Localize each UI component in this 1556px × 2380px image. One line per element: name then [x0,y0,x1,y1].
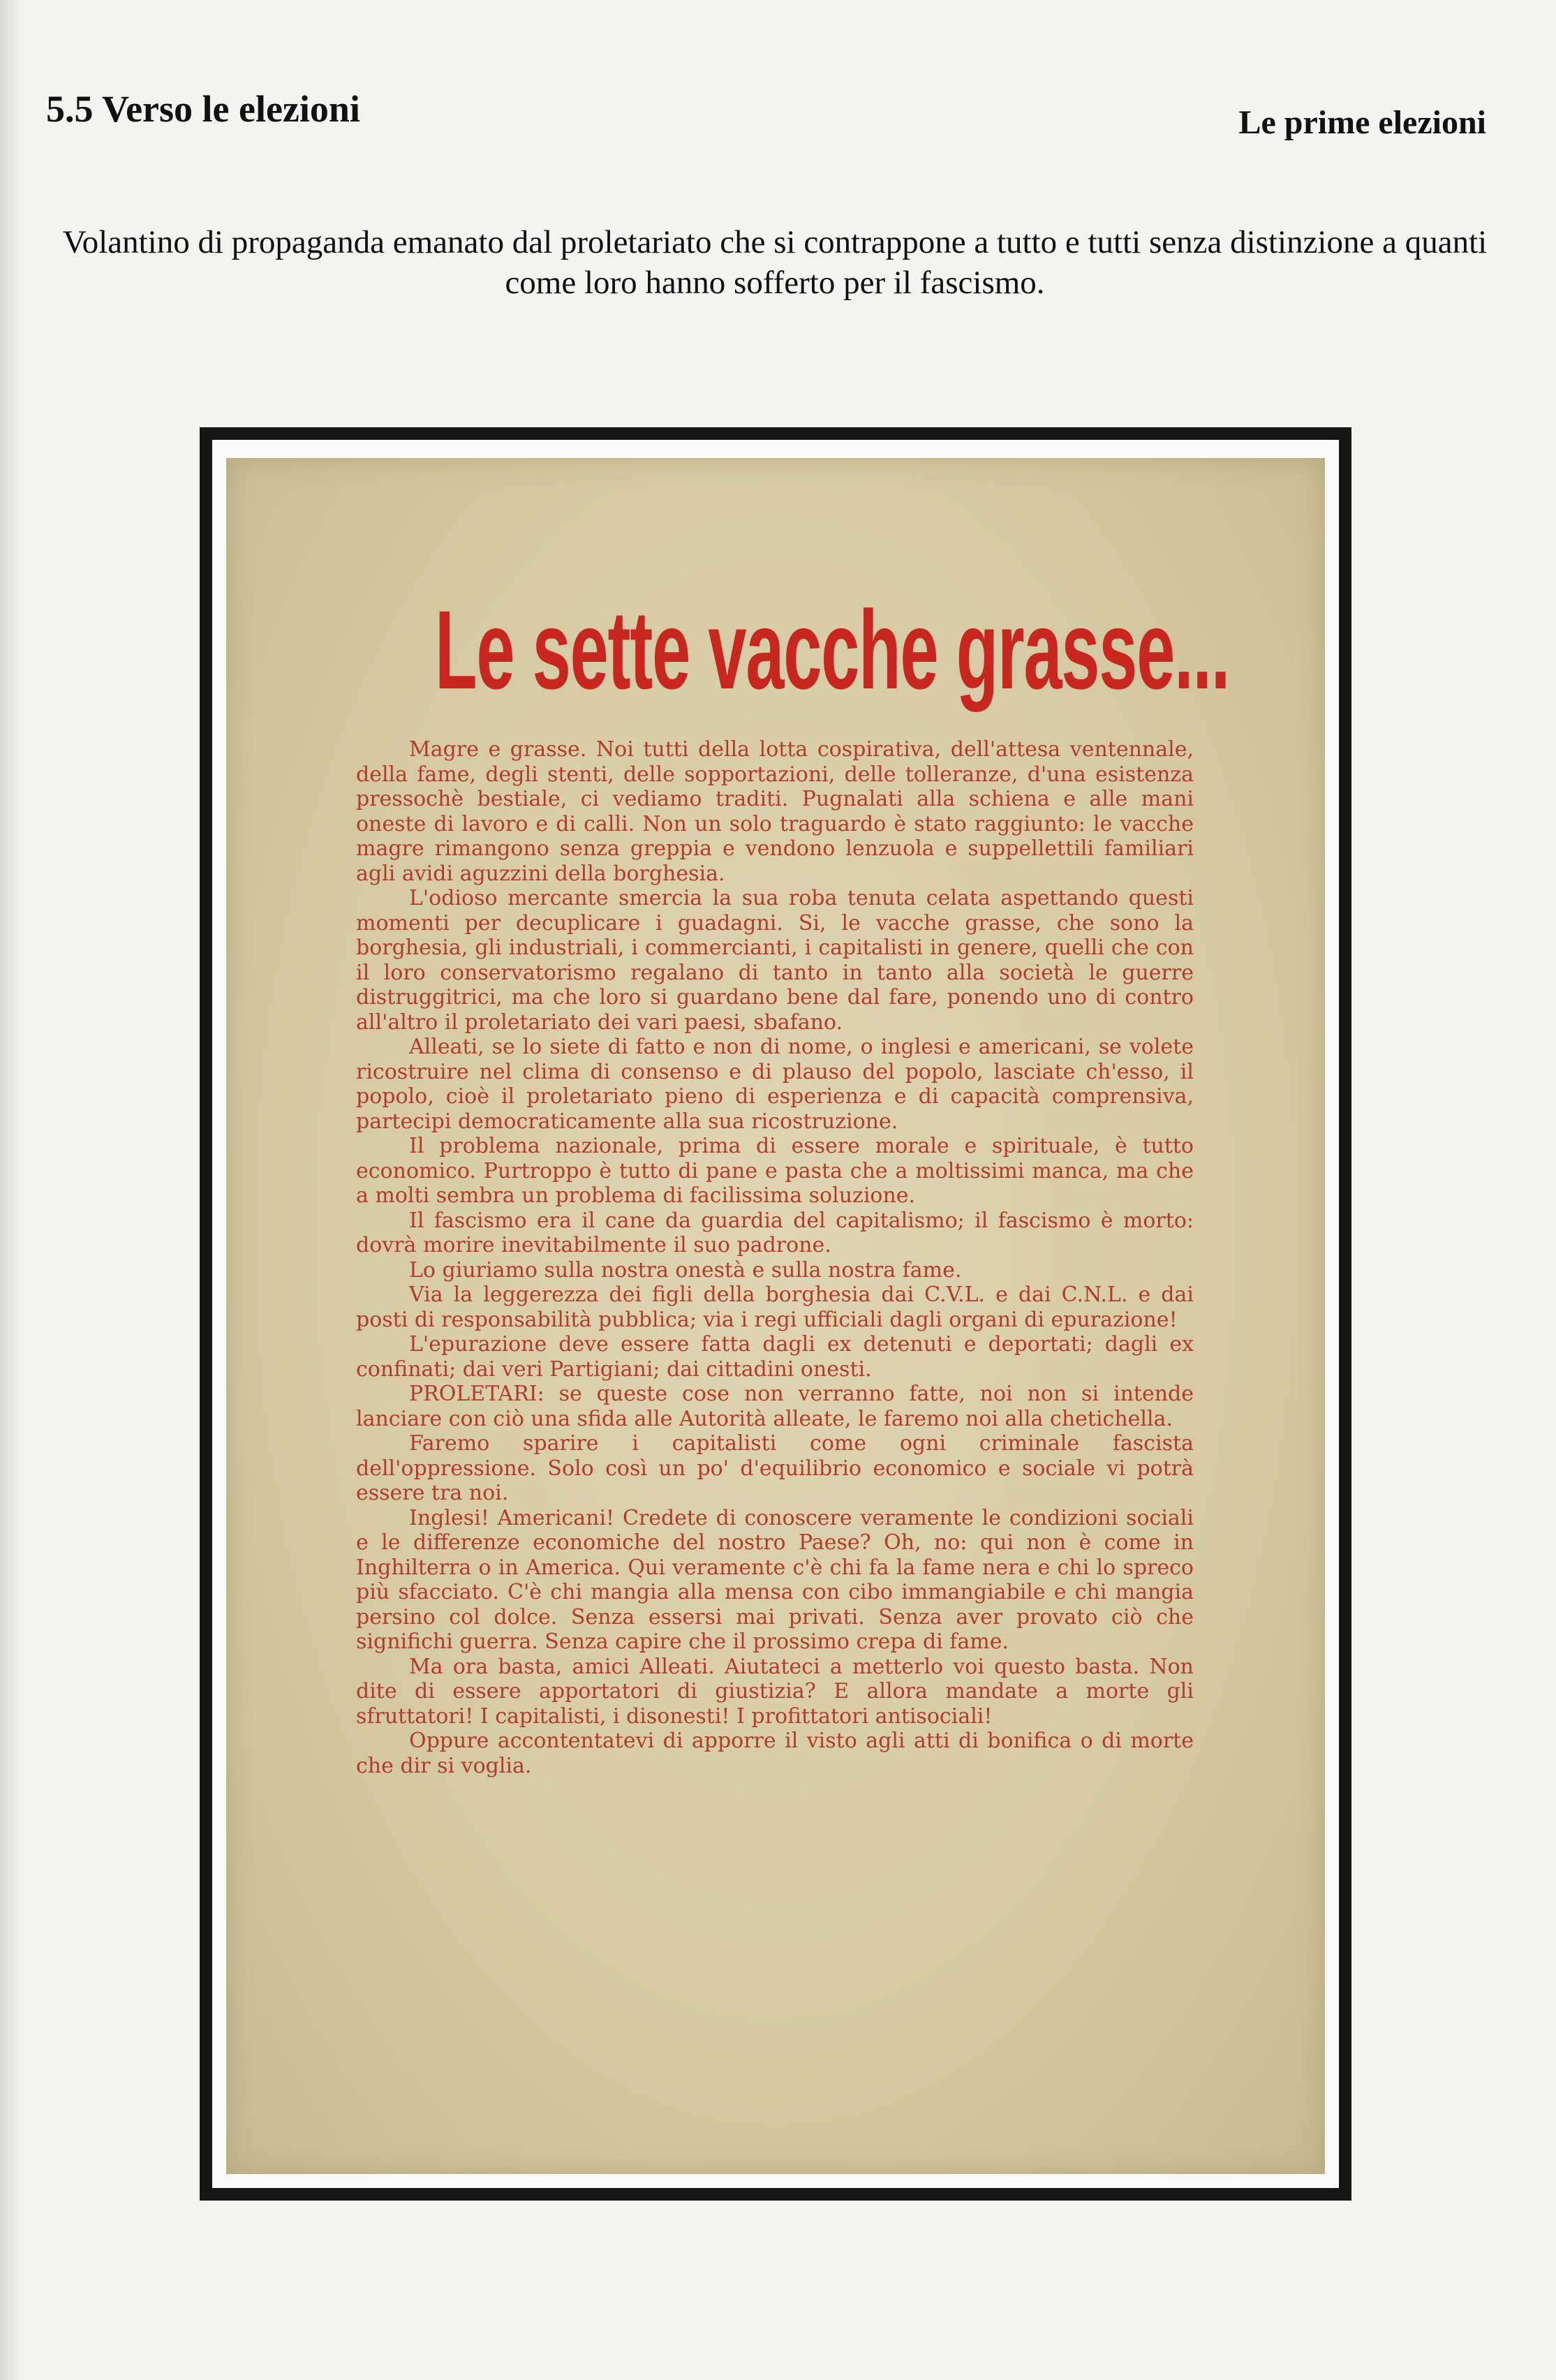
leaflet-paragraph: Alleati, se lo siete di fatto e non di nome, o inglesi e americani, se volete ricostruire nel clima di consenso e di plauso del popolo, lasciate ch'esso, il popolo, cioè il proletariato pieno di esperienza e di capacità comprensiva, partecipi democraticamente alla sua ricostruzione. [356,1035,1194,1134]
leaflet-mat [212,440,1339,2188]
propaganda-leaflet [226,458,1325,2174]
leaflet-paragraph: Il problema nazionale, prima di essere morale e spirituale, è tutto economico. Purtroppo è tutto di pane e pasta che a moltissimi manca, ma che a molti sembra un problema di facilissima soluzione. [356,1134,1194,1208]
leaflet-paragraph: Via la leggerezza dei figli della borghesia dai C.V.L. e dai C.N.L. e dai posti di responsabilità pubblica; via i regi ufficiali dagli organi di epurazione! [356,1283,1194,1332]
leaflet-paragraph: L'epurazione deve essere fatta dagli ex detenuti e deportati; dagli ex confinati; dai veri Partigiani; dai cittadini onesti. [356,1332,1194,1382]
leaflet-paragraph: Lo giuriamo sulla nostra onestà e sulla nostra fame. [409,1257,962,1283]
leaflet-paragraph: Faremo sparire i capitalisti come ogni criminale fascista dell'oppressione. Solo così un po' d'equilibrio economico e sociale vi potrà essere tra noi. [356,1431,1194,1505]
leaflet-paragraph: L'odioso mercante smercia la sua roba tenuta celata aspettando questi momenti per decuplicare i guadagni. Si, le vacche grasse, che sono la borghesia, gli industriali, i commercianti, i capitalisti in genere, quelli che con il loro conservatorismo regalano di tanto in tanto alla società le guerre distruggitrici, ma che loro si guardano bene dal fare, ponendo uno di contro all'altro il proletariato dei vari paesi, sbafano. [356,886,1194,1035]
figure-caption: Volantino di propaganda emanato dal proletariato che si contrappone a tutto e tutti senza distinzione a quanti come loro hanno sofferto per il fascismo. [62,224,1488,301]
leaflet-frame [200,427,1351,2201]
leaflet-paragraph: Oppure accontentatevi di apporre il visto agli atti di bonifica o di morte che dir si voglia. [356,1729,1194,1778]
leaflet-paragraph: Magre e grasse. Noi tutti della lotta cospirativa, dell'attesa ventennale, della fame, degli stenti, delle sopportazioni, delle tolleranze, d'una esistenza pressochè bestiale, ci vediamo traditi. Pugnalati alla schiena e alle mani oneste di lavoro e di calli. Non un solo traguardo è stato raggiunto: le vacche magre rimangono senza greppia e vendono lenzuola e suppellettili familiari agli avidi aguzzini della borghesia. [356,737,1194,886]
leaflet-headline: Le sette vacche grasse... [435,587,1230,712]
chapter-title: Le prime elezioni [1238,104,1486,141]
leaflet-paragraph: Inglesi! Americani! Credete di conoscere veramente le condizioni sociali e le differenze economiche del nostro Paese? Oh, no: qui non è come in Inghilterra o in America. Qui veramente c'è chi fa la fame nera e chi lo spreco più sfacciato. C'è chi mangia alla mensa con cibo immangiabile e chi mangia persino col dolce. Senza essersi mai privati. Senza aver provato ciò che significhi guerra. Senza capire che il prossimo crepa di fame. [356,1505,1194,1654]
leaflet-paragraph: Ma ora basta, amici Alleati. Aiutateci a metterlo voi questo basta. Non dite di essere apportatori di giustizia? E allora mandate a morte gli sfruttatori! I capitalisti, i disonesti! I profittatori antisociali! [356,1654,1194,1729]
page-binding-edge [0,0,20,2380]
section-title: 5.5 Verso le elezioni [46,88,360,130]
leaflet-body [356,737,1194,1778]
leaflet-paragraph: Il fascismo era il cane da guardia del capitalismo; il fascismo è morto: dovrà morire inevitabilmente il suo padrone. [356,1208,1194,1257]
leaflet-paragraph: PROLETARI: se queste cose non verranno fatte, noi non si intende lanciare con ciò una sfida alle Autorità alleate, le faremo noi alla chetichella. [356,1382,1194,1431]
